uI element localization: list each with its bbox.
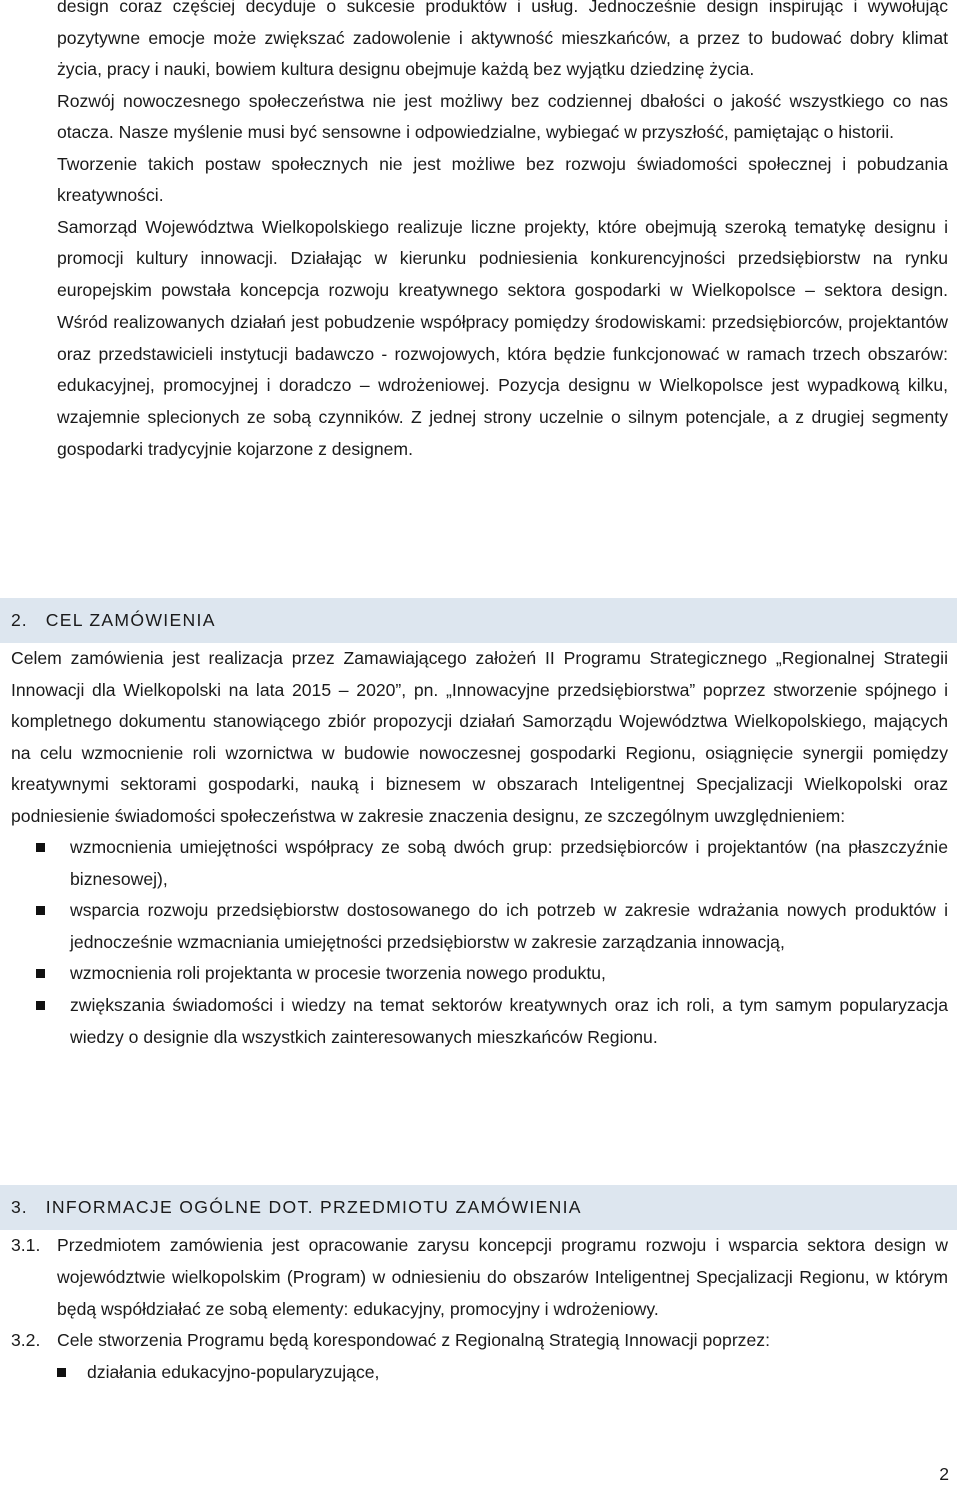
item-text: Cele stworzenia Programu będą korespondować z Regionalną Strategią Innowacji poprzez:: [57, 1330, 770, 1351]
list-item: działania edukacyjno-popularyzujące,: [11, 1357, 948, 1389]
section-2-body: [11, 643, 948, 1053]
intro-block: [57, 0, 948, 466]
square-bullet-icon: [36, 969, 45, 978]
section-2-title: CEL ZAMÓWIENIA: [45, 610, 216, 630]
section-3-body: [11, 1230, 948, 1389]
list-item: wzmocnienia umiejętności współpracy ze sobą dwóch grup: przedsiębiorców i projektantów (na płaszczyźnie biznesowej),: [11, 832, 948, 895]
intro-paragraph-1: design coraz częściej decyduje o sukcesie produktów i usług. Jednocześnie design inspirując i wywołując pozytywne emocje może zwiększać zadowolenie i aktywność mieszkańców, a przez to budować dobry klimat życia, pracy i nauki, bowiem kultura designu obejmuje każdą bez wyjątku dziedzinę życia.: [57, 0, 948, 79]
section-3-title: INFORMACJE OGÓLNE DOT. PRZEDMIOTU ZAMÓWIENIA: [45, 1197, 582, 1217]
square-bullet-icon: [36, 1001, 45, 1010]
square-bullet-icon: [36, 906, 45, 915]
section-2-bullet-list: [11, 832, 948, 1053]
section-2-number: 2.: [11, 610, 28, 630]
list-item: zwiększania świadomości i wiedzy na temat sektorów kreatywnych oraz ich roli, a tym samym popularyzacja wiedzy o designie dla wszystkich zainteresowanych mieszkańców Regionu.: [11, 990, 948, 1053]
item-number: 3.1.: [11, 1235, 41, 1255]
numbered-item-3-1: [11, 1230, 948, 1325]
square-bullet-icon: [36, 843, 45, 852]
intro-paragraph-3: Tworzenie takich postaw społecznych nie jest możliwe bez rozwoju świadomości społecznej i pobudzania kreatywności.: [57, 153, 948, 205]
list-item: wsparcia rozwoju przedsiębiorstw dostosowanego do ich potrzeb w zakresie wdrażania nowych produktów i jednocześnie wzmacniania umiejętności przedsiębiorstw w zakresie zarządzania innowacją,: [11, 895, 948, 958]
intro-paragraph-4: Samorząd Województwa Wielkopolskiego realizuje liczne projekty, które obejmują szeroką tematykę designu i promocji kultury innowacji. Działając w kierunku podniesienia konkurencyjności przedsiębiorstw na rynku europejskim powstała koncepcja rozwoju kreatywnego sektora gospodarki w Wielkopolsce – sektora design. Wśród realizowanych działań jest pobudzenie współpracy pomiędzy środowiskami: przedsiębiorców, projektantów oraz przedstawicieli instytucji badawczo - rozwojowych, która będzie funkcjonować w ramach trzech obszarów: edukacyjnej, promocyjnej i doradczo – wdrożeniowej. Pozycja designu w Wielkopolsce jest wypadkową kilku, wzajemnie splecionych ze sobą czynników. Z jednej strony uczelnie o silnym potencjale, a z drugiej segmenty gospodarki tradycyjnie kojarzone z designem.: [57, 216, 948, 460]
item-text: Przedmiotem zamówienia jest opracowanie zarysu koncepcji programu rozwoju i wsparcia sektora design w województwie wielkopolskim (Program) w odniesieniu do obszarów Inteligentnej Specjalizacji Regionu, w którym będą współdziałać ze sobą elementy: edukacyjny, promocyjny i wdrożeniowy.: [57, 1235, 948, 1319]
numbered-item-3-2: [11, 1325, 948, 1357]
item-number: 3.2.: [11, 1330, 41, 1351]
section-2-paragraph: Celem zamówienia jest realizacja przez Zamawiającego założeń II Programu Strategicznego „Regionalnej Strategii Innowacji dla Wielkopolski na lata 2015 – 2020”, pn. „Innowacyjne przedsiębiorstwa” poprzez stworzenie spójnego i kompletnego dokumentu stanowiącego zbiór propozycji działań Samorządu Województwa Wielkopolskiego, mających na celu wzmocnienie roli wzornictwa w budowie nowoczesnej gospodarki Regionu, osiągnięcie synergii pomiędzy kreatywnymi sektorami gospodarki, nauką i biznesem w obszarach Inteligentnej Specjalizacji Wielkopolski oraz podniesienie świadomości społeczeństwa w zakresie znaczenia designu, ze szczególnym uwzględnieniem:: [11, 648, 948, 826]
section-3-number: 3.: [11, 1197, 28, 1217]
section-2-header: [0, 598, 957, 643]
list-item: wzmocnienia roli projektanta w procesie tworzenia nowego produktu,: [11, 958, 948, 990]
section-3-header: [0, 1185, 957, 1230]
page-number: 2: [939, 1464, 949, 1484]
square-bullet-icon: [57, 1368, 66, 1377]
intro-paragraph-2: Rozwój nowoczesnego społeczeństwa nie jest możliwy bez codziennej dbałości o jakość wszystkiego co nas otacza. Nasze myślenie musi być sensowne i odpowiedzialne, wybiegać w przyszłość, pamiętając o historii.: [57, 90, 948, 142]
